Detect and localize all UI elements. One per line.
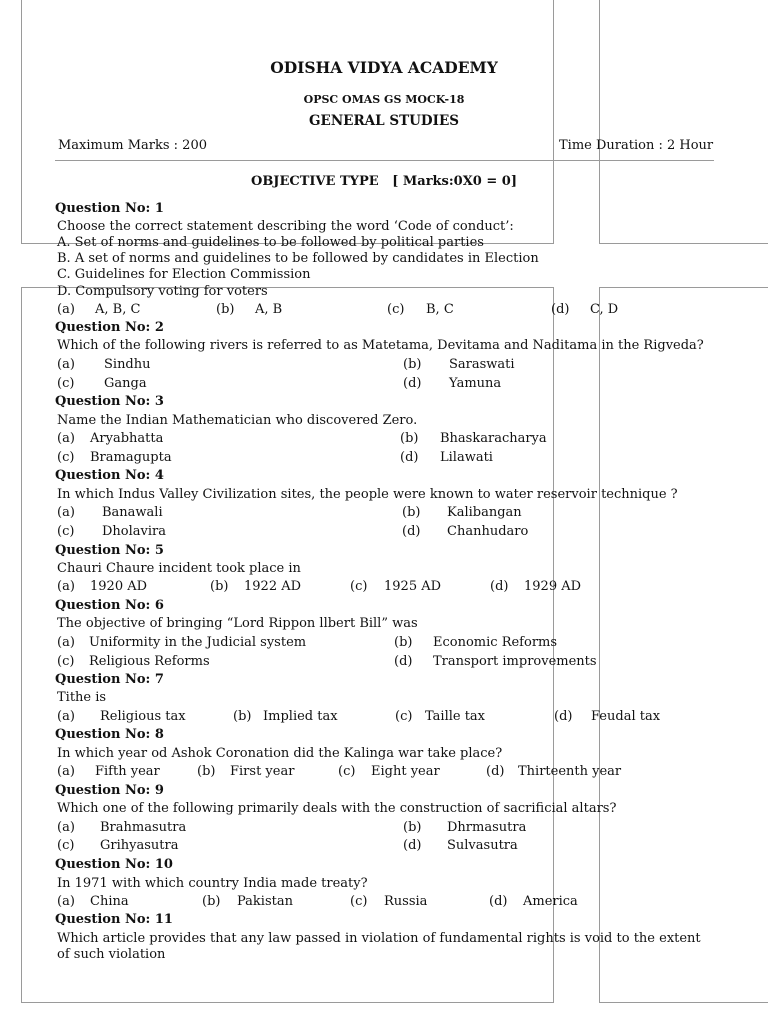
option-text: Taille tax: [425, 709, 486, 724]
max-marks: Maximum Marks : 200: [58, 138, 207, 153]
question-heading: Question No: 11: [55, 912, 173, 927]
subject-title: GENERAL STUDIES: [309, 113, 459, 129]
option-text: Dholavira: [102, 524, 166, 539]
option-label: (d): [554, 709, 573, 724]
option-text: Implied tax: [263, 709, 338, 724]
option-text: Saraswati: [449, 357, 515, 372]
question-heading: Question No: 1: [55, 201, 164, 216]
option-label: (b): [400, 431, 419, 446]
question-text: In which Indus Valley Civilization sites, the people were known to water reservoir technique ?: [57, 487, 678, 502]
option-label: (d): [551, 302, 570, 317]
option-text: Dhrmasutra: [447, 820, 527, 835]
question-text: Which of the following rivers is referred to as Matetama, Devitama and Naditama in the Rigveda?: [57, 338, 704, 353]
option-text: Banawali: [102, 505, 163, 520]
option-text: Lilawati: [440, 450, 493, 465]
option-label: (d): [403, 376, 422, 391]
question-heading: Question No: 10: [55, 857, 173, 872]
option-label: (c): [350, 894, 368, 909]
option-text: 1922 AD: [244, 579, 302, 594]
time-duration: Time Duration : 2 Hour: [559, 138, 714, 153]
option-label: (c): [57, 838, 75, 853]
question-heading: Question No: 5: [55, 543, 164, 558]
option-text: Uniformity in the Judicial system: [89, 635, 307, 650]
question-text: The objective of bringing “Lord Rippon llbert Bill” was: [57, 616, 418, 631]
question-text: Name the Indian Mathematician who discovered Zero.: [57, 413, 418, 428]
question-text: In which year od Ashok Coronation did the Kalinga war take place?: [57, 746, 503, 761]
header-divider: [55, 160, 714, 161]
option-label: (d): [402, 524, 421, 539]
option-label: (a): [57, 764, 75, 779]
exam-code: OPSC OMAS GS MOCK-18: [303, 93, 465, 106]
option-label: (a): [57, 431, 75, 446]
option-label: (d): [400, 450, 419, 465]
option-label: (b): [202, 894, 221, 909]
option-label: (b): [403, 820, 422, 835]
question-text: Chauri Chaure incident took place in: [57, 561, 301, 576]
option-label: (a): [57, 302, 75, 317]
page-frame-bottom-right: [599, 287, 768, 1003]
option-label: (b): [403, 357, 422, 372]
option-text: A, B, C: [95, 302, 141, 317]
option-label: (a): [57, 820, 75, 835]
option-label: (a): [57, 505, 75, 520]
option-text: Pakistan: [237, 894, 293, 909]
option-text: Kalibangan: [447, 505, 522, 520]
option-label: (d): [403, 838, 422, 853]
question-heading: Question No: 7: [55, 672, 164, 687]
option-label: (d): [486, 764, 505, 779]
question-heading: Question No: 8: [55, 727, 164, 742]
option-text: Bramagupta: [90, 450, 172, 465]
option-label: (c): [338, 764, 356, 779]
question-heading: Question No: 4: [55, 468, 164, 483]
question-heading: Question No: 6: [55, 598, 164, 613]
option-text: Thirteenth year: [518, 764, 622, 779]
option-text: Russia: [384, 894, 428, 909]
option-text: A, B: [255, 302, 283, 317]
option-text: Grihyasutra: [100, 838, 179, 853]
option-text: Bhaskaracharya: [440, 431, 547, 446]
option-text: Religious Reforms: [89, 654, 210, 669]
option-label: (a): [57, 635, 75, 650]
option-text: Sulvasutra: [447, 838, 518, 853]
option-label: (a): [57, 709, 75, 724]
option-label: (a): [57, 894, 75, 909]
option-text: 1925 AD: [384, 579, 442, 594]
option-label: (c): [387, 302, 405, 317]
option-label: (d): [489, 894, 508, 909]
option-text: C, D: [590, 302, 619, 317]
statement: C. Guidelines for Election Commission: [57, 267, 311, 282]
option-text: China: [90, 894, 129, 909]
option-text: First year: [230, 764, 295, 779]
question-text: Which one of the following primarily deals with the construction of sacrificial altars?: [57, 801, 617, 816]
option-label: (a): [57, 357, 75, 372]
option-text: America: [523, 894, 578, 909]
option-text: Religious tax: [100, 709, 186, 724]
question-text: Tithe is: [57, 690, 107, 705]
academy-title: ODISHA VIDYA ACADEMY: [270, 58, 498, 77]
section-heading: OBJECTIVE TYPE [ Marks:0X0 = 0]: [251, 174, 517, 189]
option-text: Eight year: [371, 764, 440, 779]
option-text: Fifth year: [95, 764, 160, 779]
option-label: (d): [490, 579, 509, 594]
option-label: (b): [402, 505, 421, 520]
question-text: In 1971 with which country India made treaty?: [57, 876, 368, 891]
option-label: (a): [57, 579, 75, 594]
option-label: (c): [57, 654, 75, 669]
option-label: (b): [233, 709, 252, 724]
question-text: Which article provides that any law passed in violation of fundamental rights is void to the extent of such violation: [57, 931, 701, 962]
question-heading: Question No: 2: [55, 320, 164, 335]
option-text: Chanhudaro: [447, 524, 529, 539]
option-text: Sindhu: [104, 357, 151, 372]
option-label: (b): [394, 635, 413, 650]
option-label: (b): [210, 579, 229, 594]
statement: D. Compulsory voting for voters: [57, 284, 268, 299]
option-label: (b): [216, 302, 235, 317]
option-text: Aryabhatta: [90, 431, 164, 446]
option-text: Ganga: [104, 376, 147, 391]
question-heading: Question No: 9: [55, 783, 164, 798]
statement: A. Set of norms and guidelines to be followed by political parties: [57, 235, 484, 250]
option-text: Transport improvements: [433, 654, 597, 669]
option-text: 1920 AD: [90, 579, 148, 594]
option-label: (c): [57, 450, 75, 465]
option-label: (d): [394, 654, 413, 669]
option-label: (c): [395, 709, 413, 724]
option-text: B, C: [426, 302, 454, 317]
option-label: (c): [350, 579, 368, 594]
option-text: Economic Reforms: [433, 635, 558, 650]
statement: B. A set of norms and guidelines to be followed by candidates in Election: [57, 251, 539, 266]
option-text: Brahmasutra: [100, 820, 187, 835]
option-text: 1929 AD: [524, 579, 582, 594]
question-heading: Question No: 3: [55, 394, 164, 409]
option-label: (b): [197, 764, 216, 779]
option-label: (c): [57, 376, 75, 391]
option-text: Feudal tax: [591, 709, 661, 724]
option-text: Yamuna: [449, 376, 502, 391]
option-label: (c): [57, 524, 75, 539]
question-text: Choose the correct statement describing the word ‘Code of conduct’:: [57, 219, 514, 234]
